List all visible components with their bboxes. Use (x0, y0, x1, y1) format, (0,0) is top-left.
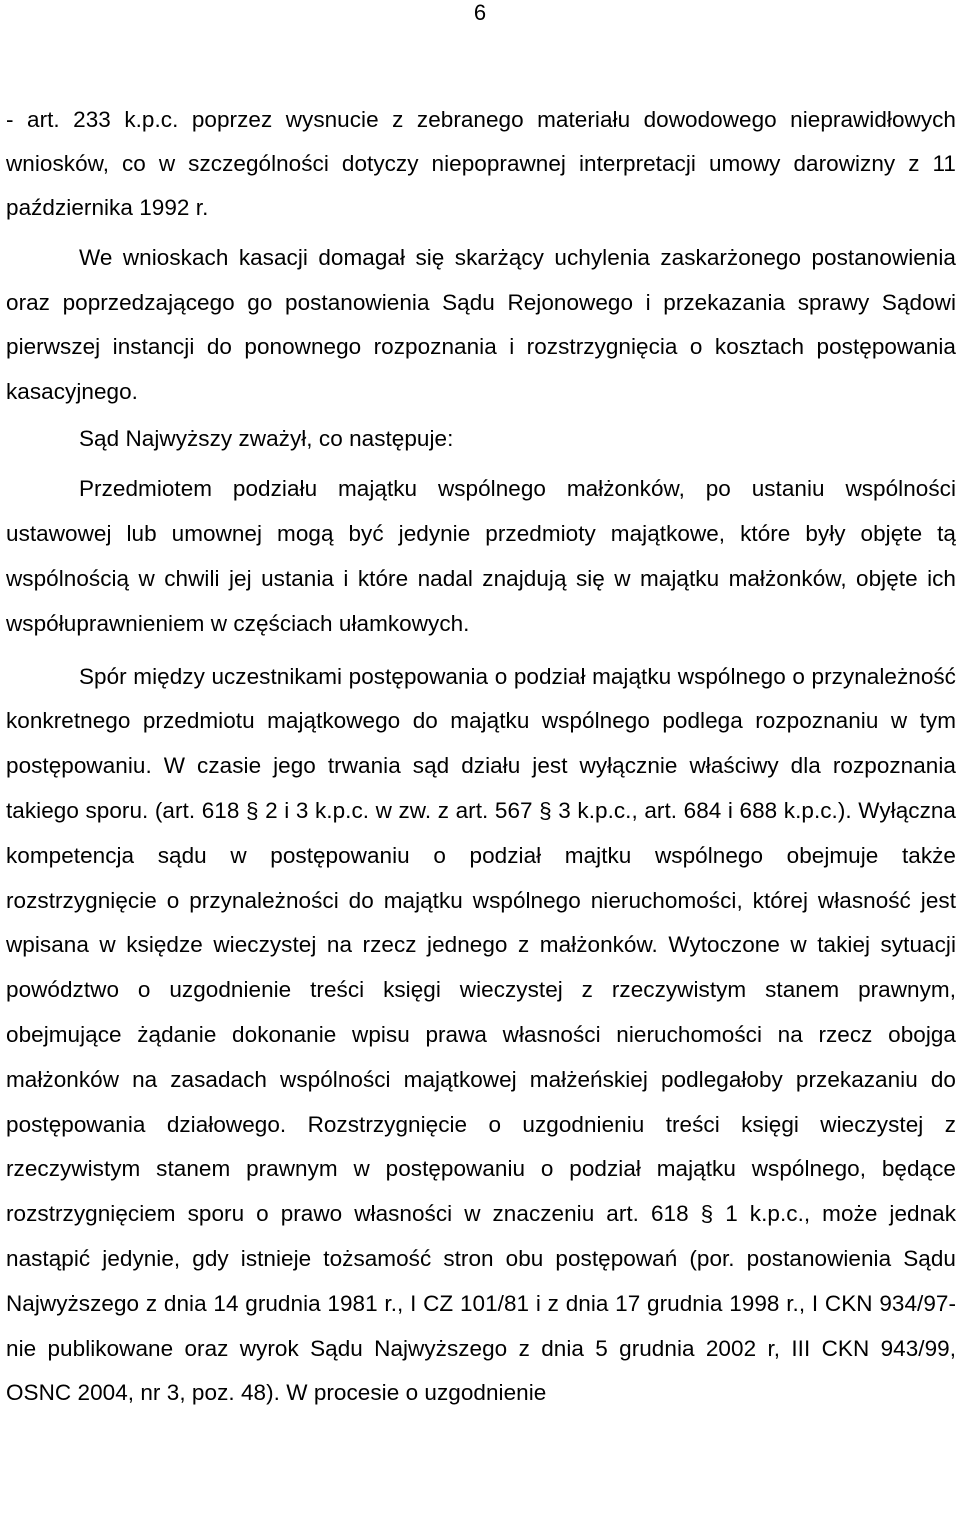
paragraph-dispute-between-participants: Spór między uczestnikami postępowania o podział majątku wspólnego o przynależność konkretnego przedmiotu majątkowego do majątku wspólnego podlega rozpoznaniu w tym postępowaniu. W czasie jego trwania sąd działu jest wyłącznie właściwy dla rozpoznania takiego sporu. (art. 618 § 2 i 3 k.p.c. w zw. z art. 567 § 3 k.p.c., art. 684 i 688 k.p.c.). Wyłączna kompetencja sądu w postępowaniu o podział majtku wspólnego obejmuje także rozstrzygnięcie o przynależności do majątku wspólnego nieruchomości, której własność jest wpisana w księdze wieczystej na rzecz jednego z małżonków. Wytoczone w takiej sytuacji powództwo o uzgodnienie treści księgi wieczystej z rzeczywistym stanem prawnym, obejmujące żądanie dokonanie wpisu prawa własności nieruchomości na rzecz obojga małżonków na zasadach wspólności majątkowej małżeńskiej podlegałoby przekazaniu do postępowania działowego. Rozstrzygnięcie o uzgodnieniu treści księgi wieczystej z rzeczywistym stanem prawnym w postępowaniu o podział majątku wspólnego, będące rozstrzygnięciem sporu o prawo własności w znaczeniu art. 618 § 1 k.p.c., może jednak nastąpić jedynie, gdy istnieje tożsamość stron obu postępowań (por. postanowienia Sądu Najwyższego z dnia 14 grudnia 1981 r., I CZ 101/81 i z dnia 17 grudnia 1998 r., I CKN 934/97- nie publikowane oraz wyrok Sądu Najwyższego z dnia 5 grudnia 2002 r, III CKN 943/99, OSNC 2004, nr 3, poz. 48). W procesie o uzgodnienie (6, 663, 956, 1406)
paragraph-appeal-requests: We wnioskach kasacji domagał się skarżący uchylenia zaskarżonego postanowienia oraz poprzedzającego go postanowienia Sądu Rejonowego i przekazania sprawy Sądowi pierwszej instancji do ponownego rozpoznania i rozstrzygnięcia o kosztach postępowania kasacyjnego. (6, 245, 956, 404)
paragraph-court-considered: Sąd Najwyższy zważył, co następuje: (79, 426, 454, 452)
paragraph-grounds-of-appeal: - art. 233 k.p.c. poprzez wysnucie z zebranego materiału dowodowego nieprawidłowych wniosków, co w szczególności dotyczy niepoprawnej interpretacji umowy darowizny z 11 października 1992 r. (6, 107, 956, 220)
document-body (6, 98, 956, 1416)
paragraph-subject-of-division: Przedmiotem podziału majątku wspólnego małżonków, po ustaniu wspólności ustawowej lub umownej mogą być jedynie przedmioty majątkowe, które były objęte tą wspólnością w chwili jej ustania i które nadal znajdują się w majątku małżonków, objęte ich współuprawnieniem w częściach ułamkowych. (6, 476, 956, 636)
page-number: 6 (473, 0, 487, 25)
